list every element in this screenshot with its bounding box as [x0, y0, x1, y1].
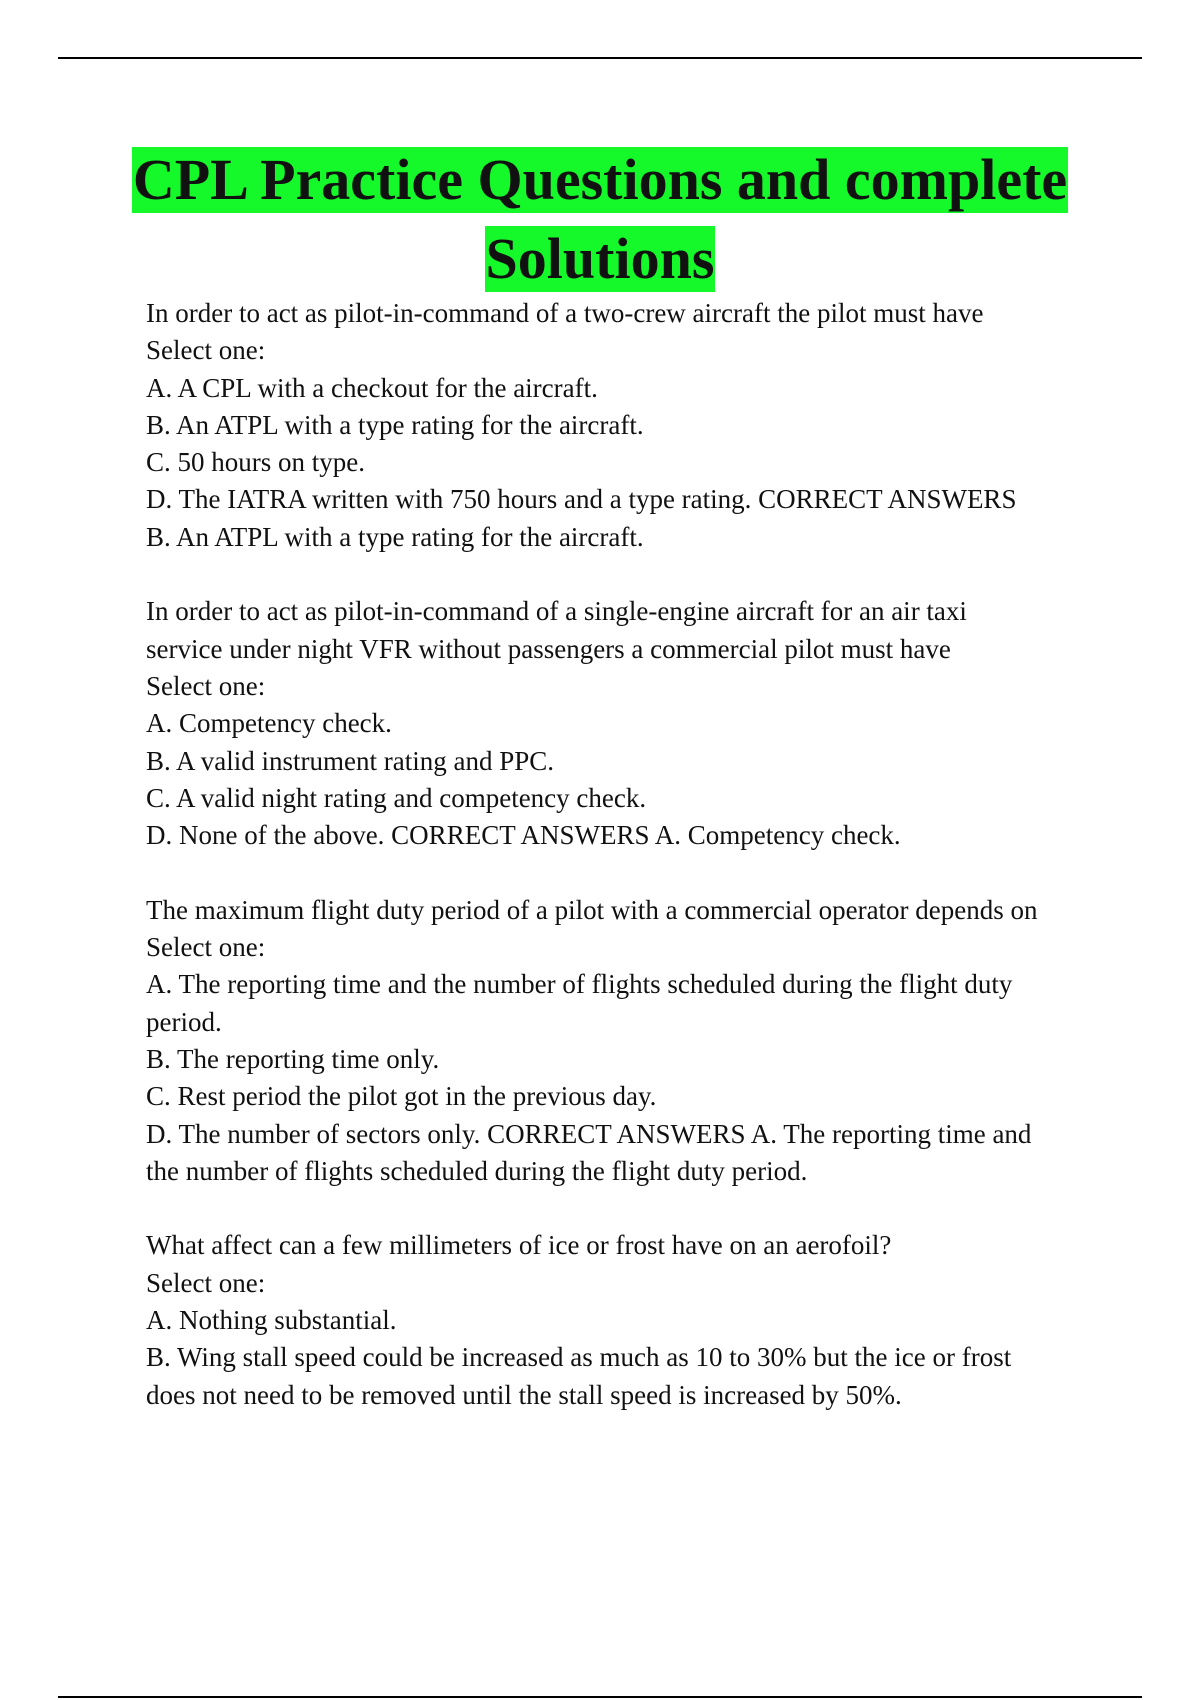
- title-line-1: CPL Practice Questions and complete: [132, 147, 1068, 212]
- question-3-line: The maximum flight duty period of a pilot with a commercial operator depends on: [146, 894, 1038, 925]
- question-3-option-c: C. Rest period the pilot got in the previous day.: [146, 1081, 657, 1112]
- question-3-option-b: B. The reporting time only.: [146, 1043, 440, 1074]
- question-4-option-a: A. Nothing substantial.: [146, 1305, 397, 1336]
- question-1-option-b: B. An ATPL with a type rating for the aircraft.: [146, 409, 644, 440]
- question-2-option-b: B. A valid instrument rating and PPC.: [146, 745, 555, 776]
- question-2-option-a: A. Competency check.: [146, 708, 392, 739]
- title-line-2: Solutions: [485, 226, 715, 291]
- question-1-option-a: A. A CPL with a checkout for the aircraft.: [146, 372, 598, 403]
- question-1: [146, 295, 1086, 556]
- question-1-option-c: C. 50 hours on type.: [146, 447, 365, 478]
- question-3-option-a: A. The reporting time and the number of flights scheduled during the flight duty: [146, 969, 1013, 1000]
- document-title: [58, 142, 1142, 297]
- question-3-option-a-cont: period.: [146, 1006, 222, 1037]
- question-3-prompt: Select one:: [146, 932, 266, 963]
- question-4: [146, 1227, 1086, 1413]
- question-1-option-d: D. The IATRA written with 750 hours and a type rating. CORRECT ANSWERS: [146, 484, 1017, 515]
- question-4-prompt: Select one:: [146, 1267, 266, 1298]
- questions-body: [146, 295, 1086, 1451]
- header-rule: [58, 57, 1142, 59]
- question-4-option-b: B. Wing stall speed could be increased as much as 10 to 30% but the ice or frost: [146, 1342, 1012, 1373]
- question-3-answer-cont: the number of flights scheduled during the flight duty period.: [146, 1155, 808, 1186]
- question-2-line: In order to act as pilot-in-command of a single-engine aircraft for an air taxi: [146, 596, 967, 627]
- question-3-option-d: D. The number of sectors only. CORRECT ANSWERS A. The reporting time and: [146, 1118, 1032, 1149]
- question-4-line: What affect can a few millimeters of ice or frost have on an aerofoil?: [146, 1230, 892, 1261]
- question-3: [146, 892, 1086, 1190]
- question-2: [146, 593, 1086, 854]
- question-4-option-b-cont: does not need to be removed until the stall speed is increased by 50%.: [146, 1379, 902, 1410]
- question-1-prompt: Select one:: [146, 335, 266, 366]
- question-2-option-c: C. A valid night rating and competency check.: [146, 782, 647, 813]
- question-1-line: In order to act as pilot-in-command of a two-crew aircraft the pilot must have: [146, 298, 984, 328]
- question-2-line: service under night VFR without passengers a commercial pilot must have: [146, 633, 951, 664]
- question-2-prompt: Select one:: [146, 670, 266, 701]
- footer-rule: [58, 1696, 1142, 1698]
- question-2-option-d: D. None of the above. CORRECT ANSWERS A. Competency check.: [146, 820, 901, 851]
- question-1-answer: B. An ATPL with a type rating for the aircraft.: [146, 521, 644, 552]
